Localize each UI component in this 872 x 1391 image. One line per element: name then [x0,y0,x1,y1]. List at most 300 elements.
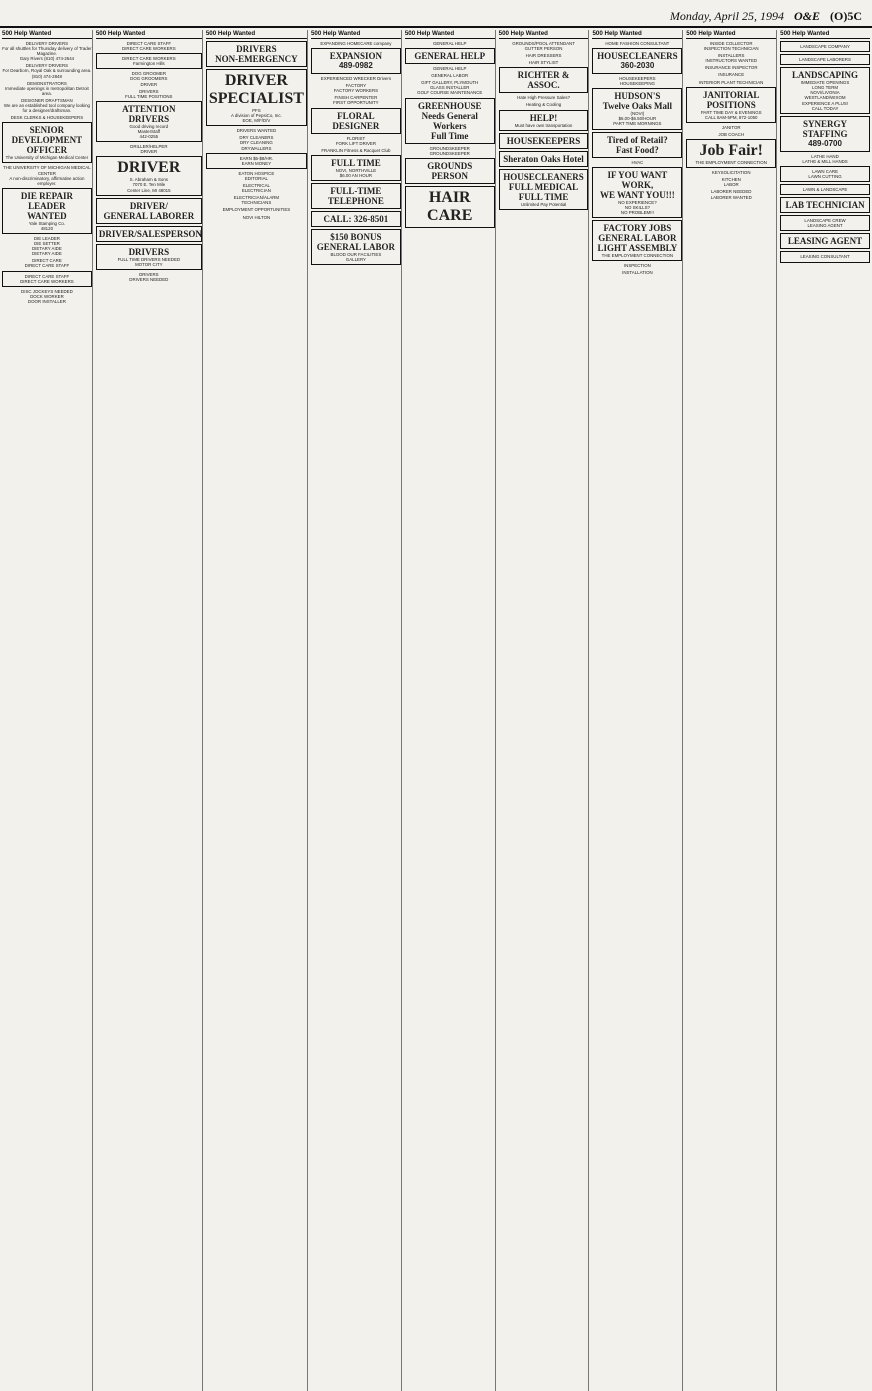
ad-headline: Twelve Oaks Mall [602,101,673,112]
ad-headline: GENERAL LABOR [316,242,396,253]
ad-text: DELIVERY DRIVERS [25,41,69,46]
classified-ad [311,183,401,209]
ad-text: DIRECT CARE [32,258,62,264]
classified-ad [96,244,202,270]
classified-ad [499,110,589,131]
ad-headline: GENERAL LABOR [598,232,677,243]
ad-text: INSTALLERS [717,53,745,59]
ad-text: GENERAL LABOR [431,73,469,79]
issue-date: Monday, April 25, 1994 [669,9,784,23]
ad-text: FLORIST [346,135,366,141]
ad-text: Unlimited Pay Potential [520,201,567,207]
ad-phone: 360-2030 [620,61,655,71]
ad-headline: DRIVER/ [129,200,168,211]
ad-text: DRIVERS [139,88,159,94]
ad-headline: FLORAL DESIGNER [332,110,380,131]
ad-headline: HELP! [529,112,558,123]
ad-text: DRIVER [140,81,158,87]
classified-ad [206,207,307,212]
ad-text: CALL TODAY [811,105,839,111]
ad-text: EARN $6-$8/HR. [239,155,274,161]
classified-ad [405,48,495,64]
ad-text: INSURANCE [718,72,745,78]
section-name: O&E [793,9,820,23]
ad-text: JANITOR [721,124,741,130]
ad-headline: ATTENTION [122,103,176,114]
ad-text: GENERAL HELP [432,66,467,72]
ad-headline: Tired of Retail? [607,134,668,145]
ad-text: For Dearborn, Royal Oak & surrounding area. [2,68,92,74]
classified-ad [780,184,870,195]
ad-text: Yale Stamping Co. [28,220,66,226]
ad-text: DIE LEADER [33,235,60,241]
ad-text: Farmington Hills [132,61,165,67]
ad-text: GROUNDSKEEPER [429,145,470,151]
ad-text: EDITORIAL [244,175,268,181]
ad-text: Must have own transportation [514,122,573,128]
ad-text: BLOOD OUR FACILITIES [330,252,382,258]
ad-text: NOVI, NORTHVILLE [335,167,377,173]
classified-ad [499,95,589,100]
ad-text: We are an established tool company looking for a designer/draftsman. [3,103,90,114]
classified-ad [780,67,870,114]
ad-text: LANDSCAPE CREW [804,218,846,224]
classified-ad [686,170,776,175]
ad-text: NOVI/LIVONIA [810,90,840,96]
ad-headline: DRIVER [224,72,288,89]
classified-ad [206,41,307,67]
classified-ad [686,53,776,63]
classified-ad [686,87,776,123]
classified-ad [780,166,870,182]
classified-ad [311,211,401,227]
classified-ad [2,188,92,234]
ad-text: INTERIOR PLANT TECHNICIAN [699,79,764,85]
ad-text: NO PROBLEM!!! [620,209,654,215]
ad-text: DESIGNER DRAFTSMAN [21,97,73,103]
ad-text: DRIVER [140,149,158,155]
ad-headline: HOUSECLEANERS [597,51,678,62]
classified-ad [780,197,870,213]
ad-text: DRY CLEANERS [239,135,274,141]
ad-headline: SENIOR [29,125,65,136]
classified-ad [2,41,92,61]
ad-text: Immediate openings in metropolitan Detroit area. [5,85,89,96]
ad-headline: HOUSECLEANERS [503,171,584,182]
ad-text: PART TIME DAY & EVENINGS [700,109,762,115]
ad-headline: SPECIALIST [208,90,304,107]
ad-text: LAWN & LANDSCAPE [802,187,848,193]
column-heading: 500 Help Wanted [311,30,401,39]
classified-ad [2,289,92,304]
ad-text: JOB COACH [718,131,745,137]
ad-headline: DIE REPAIR [20,190,73,201]
ad-headline: LANDSCAPING [792,70,859,81]
ad-headline: DRIVERS [128,113,170,124]
ad-text: LAWN CUTTING [808,174,842,180]
ad-text: ELECTRICIAN/ALARM [233,195,280,201]
ad-text: DOG GROOMERS [130,76,168,82]
classified-ad [2,122,92,163]
ad-text: DESK CLERKS & HOUSEKEEPERS [10,115,84,121]
classified-ad [2,63,92,78]
ad-text: LATHE HAND [811,153,839,159]
classified-ad [311,48,401,74]
classified-ad [780,41,870,52]
ad-text: EMPLOYMENT OPPORTUNITIES [222,207,291,213]
ad-headline: Job Fair! [699,142,763,160]
classified-ad [592,88,682,129]
column-heading: 500 Help Wanted [686,30,776,39]
ad-phone: 489-0700 [808,138,842,148]
classified-ad [311,83,401,93]
page-header [0,0,872,28]
classified-ad [96,272,202,282]
column-heading: 500 Help Wanted [2,30,92,39]
ad-headline: HUDSON'S [614,91,661,102]
ad-text: DISC JOCKEYS NEEDED [21,288,73,294]
ad-text: FULL TIME DRIVERS NEEDED [117,256,181,262]
ad-text: A division of PepsiCo, Inc. [231,113,282,119]
ad-headline: LEADER [28,200,66,211]
ad-text: LEASING AGENT [807,223,843,229]
ad-text: EARN MONEY [241,160,272,166]
ad-headline: NON-EMERGENCY [215,54,298,64]
classified-ad [2,81,92,96]
ad-text: DIE SETTER [33,241,60,247]
ad-text: LATHE & MILL HANDS [802,158,848,164]
classified-ad [405,80,495,95]
ad-text: DRY CLEANING [240,140,273,146]
classified-ad [206,69,307,126]
ad-text: Center Line, MI 48015 [127,187,171,193]
ad-headline: Sheraton Oaks Hotel [503,153,584,164]
classified-ad [686,125,776,130]
ad-text: NO EXPERIENCE? [618,199,657,205]
classified-ad [405,158,495,184]
ad-text: ELECTRICAL [242,183,270,189]
classified-ad [405,41,495,46]
ad-text: GROUNDSKEEPER [429,150,470,156]
classified-ad [405,98,495,144]
classified-ad [686,80,776,85]
classified-ad [206,171,307,181]
ad-text: GROUNDS/POOL ATTENDANT [512,41,575,46]
ad-text: The University of Michigan Medical Center [5,155,89,161]
classified-ad [206,195,307,205]
ad-text: HOUSEKEEPING [619,81,655,87]
ad-text: (810) 474-2848 [31,73,62,79]
ad-text: GALLERY [345,257,366,263]
ad-headline: $150 BONUS [330,232,382,243]
classified-ad [311,95,401,105]
ad-text: DIRECT CARE WORKERS [20,278,74,284]
ad-text: INSPECTION [623,263,651,269]
ad-headline: HAIR CARE [427,188,473,224]
classified-ad [592,167,682,218]
ad-headline: LAB TECHNICIAN [785,200,865,211]
ad-text: WESTLAND/WIXOM [804,95,846,101]
ad-text: DRYWALLERS [241,145,272,151]
column-7 [592,30,683,1391]
classified-ad [592,76,682,86]
column-4 [311,30,402,1391]
ad-text: LABOR [723,182,739,188]
ad-text: DRIVERS WANTED [236,128,277,134]
ad-text: EOE, M/F/D/V [242,118,271,124]
classified-ad [592,263,682,268]
ad-text: INSURANCE INSPECTOR [704,65,758,71]
ad-text: DIRECT CARE WORKERS [122,46,176,52]
ad-text: LAWN CARE [812,168,839,174]
ad-headline: FULL-TIME [330,186,382,197]
ad-headline: DEVELOPMENT [11,135,83,146]
ad-text: $6.00 AN HOUR [339,172,372,178]
classified-ad [499,169,589,210]
ad-headline: GREENHOUSE [417,100,482,111]
ad-text: MasterStaff [137,128,161,134]
ad-text: FACTORY [345,83,367,89]
ad-headline: FULL TIME [518,191,569,202]
ad-headline: GROUNDS [427,160,473,171]
ad-headline: DRIVER/SALESPERSON [98,228,202,239]
classified-ad [2,165,92,185]
ad-text: EXPANDING HOMECARE company [320,41,392,46]
ad-text: GLASS INSTALLER [430,85,470,91]
ad-text: DRILLER/HELPER [130,144,168,150]
classified-ad [96,41,202,51]
column-2 [96,30,203,1391]
classified-ad [311,148,401,153]
ad-text: PFS [252,108,261,113]
classified-ad [405,186,495,228]
ad-text: MOTOR CITY [135,261,163,267]
classified-ad [592,48,682,74]
ad-text: GOLF COURSE MAINTENANCE [417,90,483,96]
classified-ad [96,101,202,142]
classified-ad [499,53,589,58]
classified-ad [311,108,401,134]
classified-ad [499,41,589,51]
ad-text: EATON HOSPICE [238,170,275,176]
ad-headline: LIGHT ASSEMBLY [597,242,678,253]
ad-headline: GENERAL LABORER [103,210,195,221]
classified-ad [2,98,92,113]
ad-text: (NOVI) [630,111,645,117]
column-heading: 500 Help Wanted [592,30,682,39]
classified-ad [96,144,202,154]
ad-text: Gary Rivers (810) 474-2644 [19,56,75,62]
classified-ad [2,115,92,120]
ad-text: KITCHEN [721,177,741,183]
column-3 [206,30,308,1391]
classified-ad [592,220,682,261]
ad-text: CALL 8AM-5PM, 872-1050 [704,114,758,120]
classified-ad [405,146,495,156]
ad-text: DOCK WORKER [30,293,64,299]
ad-headline: WANTED [27,210,67,221]
classified-ad [311,136,401,146]
ad-text: EXPERIENCE A PLUS! [802,100,848,106]
ad-headline: JANITORIAL POSITIONS [703,89,760,110]
classified-ad [686,177,776,187]
classified-ad [686,41,776,51]
ad-headline: SYNERGY STAFFING [802,118,848,139]
ad-text: DIETARY AIDE [32,251,62,257]
classified-ad [780,116,870,152]
ad-headline: RICHTER & ASSOC. [517,70,570,91]
ad-headline: DRIVER [117,159,181,177]
classified-ad [405,66,495,71]
ad-headline: FULL TIME [331,157,381,168]
ad-headline: OFFICER [26,145,68,156]
ad-text: HOME FASHION CONSULTANT [605,41,670,46]
classified-ad [96,53,202,69]
ad-text: GUTTER PERSON [524,46,563,52]
column-heading: 500 Help Wanted [96,30,202,39]
classified-ad [2,236,92,256]
classified-ad [499,102,589,107]
ad-text: LABORER NEEDED [710,189,752,195]
ad-text: 7070 E. Ten Mile [132,182,166,188]
ad-headline: DRIVERS [128,246,170,257]
classified-ad [405,73,495,78]
column-5 [405,30,496,1391]
ad-text: DOG GROOMER [131,71,167,77]
ad-text: DOOR INSTALLER [27,298,66,304]
ad-text: INSIDE COLLECTOR [709,41,753,46]
ad-text: DIRECT CARE WORKERS [122,56,176,62]
ad-headline: Full Time [431,130,469,141]
classified-ad [499,67,589,93]
ad-text: DRIVERS NEEDED [129,276,169,282]
ad-text: DELIVERY DRIVERS [25,63,69,69]
column-heading: 500 Help Wanted [405,30,495,39]
ad-text: FIRST OPPORTUNITY [333,100,379,106]
ad-text: GIFT GALLERY, PLYMOUTH [421,80,479,86]
column-9 [780,30,870,1391]
classified-ad [96,198,202,224]
column-8 [686,30,777,1391]
ad-text: INSPECTION TECHNICIAN [703,46,759,52]
ad-text: $6.00-$6.50/HOUR [618,116,657,122]
ad-text: 48120 [40,225,54,231]
classified-ad [780,215,870,231]
ad-text: TECHNICIANS [241,200,272,206]
ad-headline: GENERAL HELP [414,51,486,62]
ad-text: Hate High Pressure Sales? [517,95,571,101]
ad-text: S. Abraham & Sons [129,177,168,183]
ad-text: DIETARY AIDE [32,246,62,252]
classified-ad [311,229,401,265]
ad-text: HAIR DRESSERS [525,53,562,59]
classified-ad [311,76,401,81]
ad-text: FORK LIFT DRIVER [335,140,376,146]
classified-ad [206,128,307,133]
ad-text: ELECTRICIAN [241,188,271,194]
classified-ad [311,155,401,181]
classified-ad [2,258,92,268]
ad-text: NOVI HILTON [242,214,271,220]
classified-ad [206,135,307,150]
ad-text: THE EMPLOYMENT CONNECTION [601,252,674,258]
ad-headline: WE WANT YOU!!! [599,189,675,200]
ad-text: INSTRUCTORS WANTED [705,58,758,64]
ad-text: KEYSOLICITATION [711,170,751,176]
classified-ad [592,41,682,46]
ad-headline: EXPANSION [329,51,383,62]
ad-text: LABORER WANTED [710,194,752,200]
ad-text: HOUSEKEEPERS [619,76,656,82]
ad-headline: PERSON [431,170,468,181]
page-number: (O)5C [830,9,862,23]
classified-ad [311,41,401,46]
classified-ad [686,132,776,137]
ad-headline: TELEPHONE [327,196,384,207]
classified-ad [592,132,682,158]
classified-ad [499,151,589,167]
ad-text: FINISH CARPENTER [334,95,378,101]
classified-ad [780,54,870,65]
ad-text: DIRECT CARE STAFF [24,273,70,279]
ad-text: INSTALLATION [622,270,653,276]
ad-text: DRIVERS [139,271,159,277]
ad-text: LANDSCAPE LABORERS [799,57,851,63]
ad-headline: HOUSEKEEPERS [506,135,581,146]
classified-ad [686,189,776,199]
ad-text: Heating & Cooling [525,102,562,108]
classified-ad [686,139,776,168]
classified-ad [780,251,870,262]
classified-ad [96,156,202,195]
ad-text: For all shuttles for Thursday delivery of Trader Magazine. [2,46,92,57]
column-heading: 500 Help Wanted [499,30,589,39]
column-heading: 500 Help Wanted [780,30,870,39]
classified-ad [96,71,202,86]
ad-text: DIRECT CARE STAFF [126,41,172,46]
classified-ad [206,215,307,220]
ad-headline: Needs General Workers [421,110,478,131]
ad-text: NO SKILLS? [624,204,650,210]
ad-text: THE UNIVERSITY OF MICHIGAN MEDICAL CENTER [3,165,91,176]
ad-text: LONG TERM [812,85,839,91]
column-heading: 500 Help Wanted [206,30,307,39]
ad-headline: IF YOU WANT WORK, [607,169,668,190]
columns-container [0,28,872,1391]
ad-headline: Fast Food? [616,144,659,155]
classified-ad [780,233,870,249]
ad-text: DIRECT CARE STAFF [24,263,70,269]
classified-ad [206,183,307,193]
ad-text: PART TIME MORNINGS [613,121,662,127]
classified-ad [2,271,92,287]
ad-text: GENERAL HELP [432,41,467,46]
ad-text: FRANKLIN Fitness & Racquet Club [321,147,391,153]
ad-text: Good driving record [129,123,169,129]
ad-phone: 489-0982 [338,61,373,71]
classified-ad [96,89,202,99]
ad-text: A non-discriminatory, affirmative action employer. [9,175,85,186]
ad-text: LANDSCAPE COMPANY [800,44,850,49]
classified-ad [592,270,682,275]
ad-headline: FULL MEDICAL [508,181,579,192]
ad-headline: FACTORY JOBS [603,222,672,233]
ad-text: DEMONSTRATORS [26,80,67,86]
classified-ad [686,72,776,77]
ad-text: FULL TIME POSITIONS [125,93,173,99]
column-6 [499,30,590,1391]
column-1 [2,30,93,1391]
